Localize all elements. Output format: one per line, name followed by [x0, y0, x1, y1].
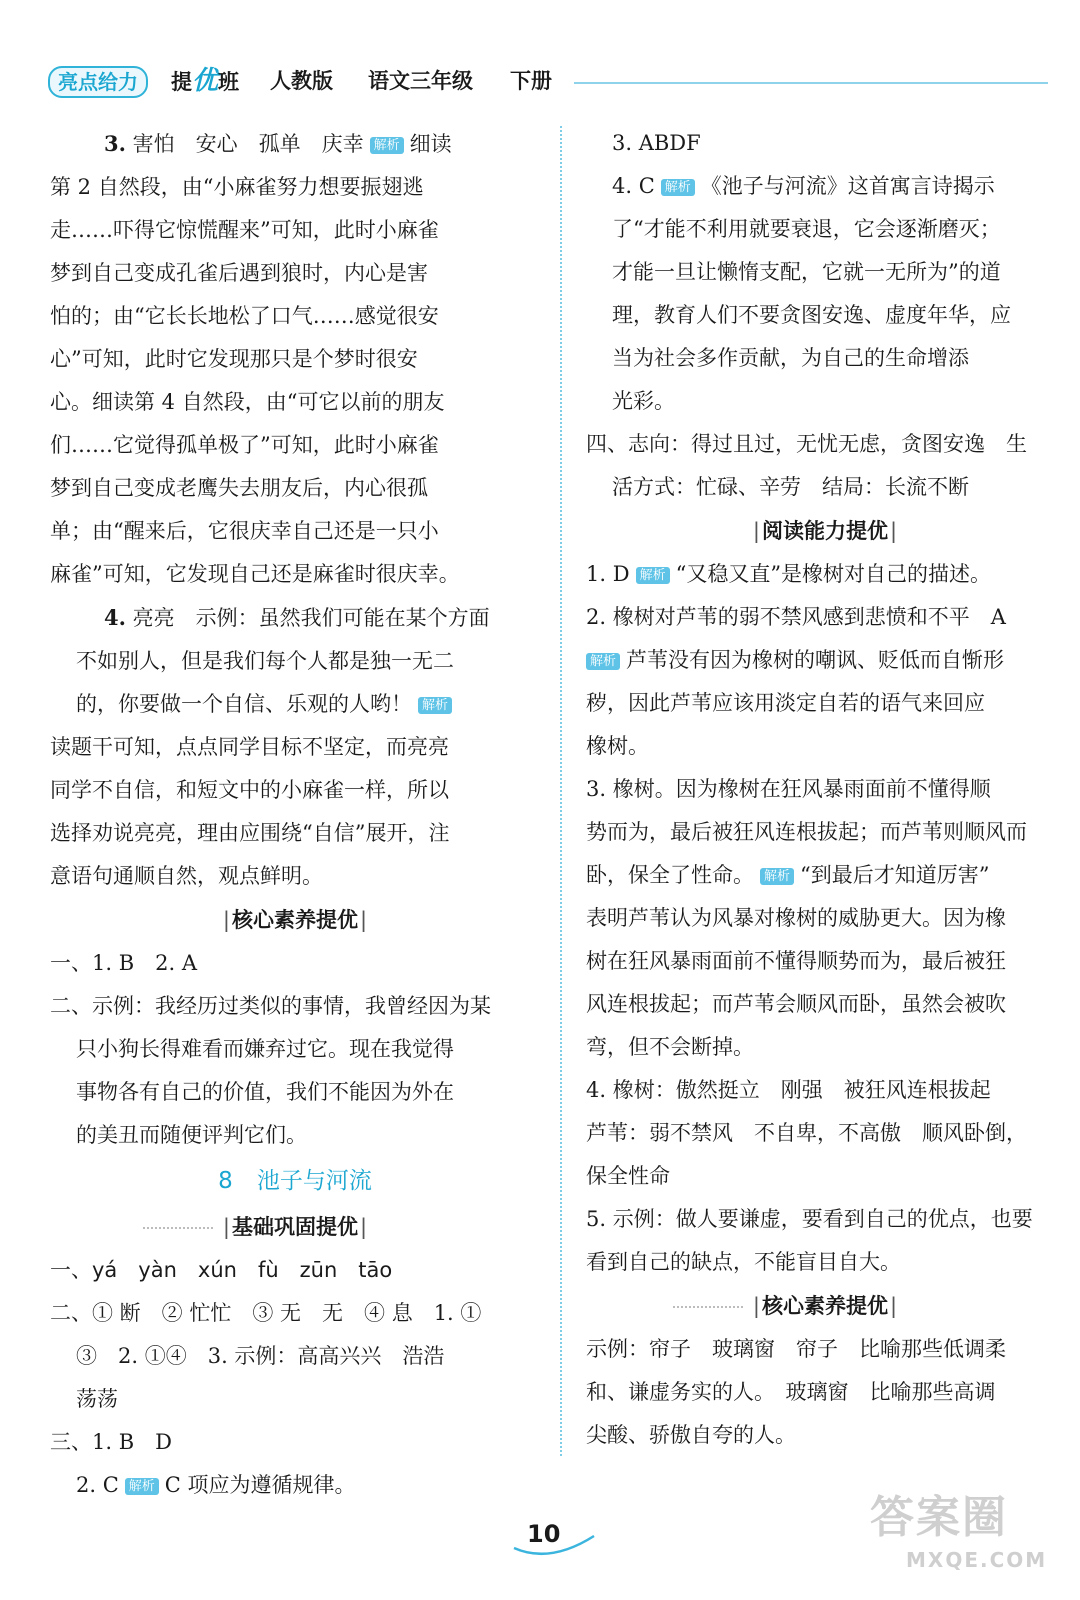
analysis-paragraph	[586, 682, 1064, 768]
text-line	[50, 1464, 540, 1507]
text-span: 的，你要做一个自信、乐观的人哟！	[76, 692, 412, 716]
section-heading-text: 阅读能力提优	[762, 519, 888, 543]
text-line: 只小狗长得难看而嫌弃过它。现在我觉得	[76, 1037, 454, 1061]
answer-3-line	[50, 122, 540, 166]
text-line: 怕的；由“它长长地松了口气……感觉很安	[50, 304, 439, 328]
text-line: 一、yá yàn xún fù zūn tāo	[50, 1258, 393, 1282]
series-title-post: 班	[218, 70, 240, 94]
text-line: 理，教育人们不要贪图安逸、虚度年华，应	[612, 303, 1011, 327]
text-line: 势而为，最后被狂风连根拔起；而芦苇则顺风而	[586, 820, 1027, 844]
section-heading: |阅读能力提优|	[752, 519, 898, 543]
text-line: 不如别人，但是我们每个人都是独一无二	[76, 649, 454, 673]
text-line: 树在狂风暴雨面前不懂得顺势而为，最后被狂	[586, 949, 1006, 973]
text-line: 弯，但不会断掉。	[586, 1035, 754, 1059]
text-line: 和、谦虚务实的人。 玻璃窗 比喻那些高调	[586, 1380, 996, 1404]
text-line: 3. ABDF	[612, 131, 701, 155]
analysis-paragraph	[50, 166, 540, 596]
text-line: 才能一旦让懒惰支配，它就一无所为”的道	[612, 260, 1001, 284]
watermark-text: 答案圈	[870, 1492, 1008, 1543]
brand-logo: 亮点给力	[48, 66, 148, 98]
text-line: 三、1. B D	[50, 1430, 172, 1454]
watermark-url: MXQE.COM	[906, 1548, 1048, 1572]
lesson-title	[50, 1157, 540, 1205]
analysis-paragraph	[586, 897, 1064, 1069]
text-line: 走……吓得它惊慌醒来”可知，此时小麻雀	[50, 218, 439, 242]
analysis-paragraph	[50, 726, 540, 898]
text-line: 二、示例：我经历过类似的事情，我曾经因为某	[50, 994, 491, 1018]
text-line: 麻雀”可知，它发现自己还是麻雀时很庆幸。	[50, 562, 460, 586]
answer-text: 4. C	[612, 174, 655, 198]
text-line: 秽，因此芦苇应该用淡定自若的语气来回应	[586, 691, 985, 715]
analysis-text: 芦苇没有因为橡树的嘲讽、贬低而自惭形	[626, 648, 1005, 672]
text-line: 第 2 自然段，由“小麻雀努力想要振翅逃	[50, 175, 424, 199]
text-line: 3. 橡树。因为橡树在狂风暴雨面前不懂得顺	[586, 777, 991, 801]
text-line: 5. 示例：做人要谦虚，要看到自己的优点，也要	[586, 1207, 1033, 1231]
analysis-text: “又稳又直”是橡树对自己的描述。	[675, 562, 992, 586]
analysis-tag: 解析	[661, 179, 695, 196]
series-title-pre: 提	[171, 70, 192, 94]
header-divider	[574, 82, 1048, 84]
text-line: 梦到自己变成老鹰失去朋友后，内心很孤	[50, 476, 428, 500]
analysis-tag: 解析	[370, 137, 404, 154]
text-line: 示例：帘子 玻璃窗 帘子 比喻那些低调柔	[586, 1337, 1006, 1361]
text-line: 心”可知，此时它发现那只是个梦时很安	[50, 347, 418, 371]
right-column	[586, 122, 1064, 1457]
answer-text: 害怕 安心 孤单 庆幸	[125, 132, 364, 156]
text-line: 读题干可知，点点同学目标不坚定，而亮亮	[50, 735, 449, 759]
series-title-you: 优	[192, 66, 219, 96]
page-header	[48, 62, 1048, 102]
text-line	[586, 165, 1064, 208]
section-heading-text: 核心素养提优	[762, 1294, 888, 1318]
section-heading: |核心素养提优|	[222, 908, 368, 932]
section-heading-text: 核心素养提优	[232, 908, 358, 932]
page-number-swoosh-icon	[510, 1530, 600, 1560]
analysis-tag: 解析	[760, 868, 794, 885]
series-title	[171, 66, 239, 97]
text-line: 芦苇：弱不禁风 不自卑，不高傲 顺风卧倒，	[586, 1121, 1027, 1145]
text-line: 二、① 断 ② 忙忙 ③ 无 无 ④ 息 1. ①	[50, 1301, 482, 1325]
text-line	[586, 639, 1064, 682]
text-line: 四、志向：得过且过，无忧无虑，贪图安逸 生	[586, 432, 1027, 456]
analysis-tag: 解析	[586, 653, 620, 670]
answer-text: 卧，保全了性命。	[586, 863, 754, 887]
volume-label: 下册	[510, 69, 552, 93]
page-number: 10	[527, 1520, 561, 1548]
answer-text: 亮亮 示例：虽然我们可能在某个方面	[125, 606, 490, 630]
text-line: 选择劝说亮亮，理由应围绕“自信”展开，注	[50, 821, 450, 845]
watermark	[870, 1490, 1060, 1590]
lesson-number: 8	[218, 1168, 233, 1194]
left-column	[50, 122, 540, 1507]
analysis-text: 细读	[409, 132, 452, 156]
section-heading: |核心素养提优|	[586, 1284, 1064, 1328]
text-line: 尖酸、骄傲自夸的人。	[586, 1423, 796, 1447]
text-line: 意语句通顺自然，观点鲜明。	[50, 864, 323, 888]
text-line: 活方式：忙碌、辛劳 结局：长流不断	[612, 475, 969, 499]
subject-label: 语文三年级	[368, 69, 473, 93]
analysis-text: 《池子与河流》这首寓言诗揭示	[700, 174, 995, 198]
text-line: 荡荡	[76, 1387, 118, 1411]
text-line: 光彩。	[612, 389, 675, 413]
analysis-paragraph	[586, 208, 1064, 423]
text-line: 梦到自己变成孔雀后遇到狼时，内心是害	[50, 261, 428, 285]
text-line	[586, 553, 1064, 596]
text-line	[50, 683, 540, 726]
text-line: 当为社会多作贡献，为自己的生命增添	[612, 346, 969, 370]
section-heading: |基础巩固提优|	[50, 1205, 540, 1249]
text-line: 橡树。	[586, 734, 649, 758]
text-line: 表明芦苇认为风暴对橡树的威胁更大。因为橡	[586, 906, 1006, 930]
answer-number: 3.	[104, 131, 126, 156]
text-line: 了“才能不利用就要衰退，它会逐渐磨灭；	[612, 217, 1001, 241]
analysis-text: “到最后才知道厉害”	[800, 863, 990, 887]
text-line: 同学不自信，和短文中的小麻雀一样，所以	[50, 778, 449, 802]
text-line: 一、1. B 2. A	[50, 951, 198, 975]
text-line: 心。细读第 4 自然段，由“可它以前的朋友	[50, 390, 445, 414]
answer-text: 1. D	[586, 562, 630, 586]
column-divider	[560, 126, 562, 1456]
answer-text: 2. C	[76, 1473, 119, 1497]
text-line: 风连根拔起；而芦苇会顺风而卧，虽然会被吹	[586, 992, 1006, 1016]
text-line: 2. 橡树对芦苇的弱不禁风感到悲愤和不平 A	[586, 605, 1006, 629]
text-line: ③ 2. ①④ 3. 示例：高高兴兴 浩浩	[76, 1344, 445, 1368]
analysis-tag: 解析	[418, 697, 452, 714]
text-line: 事物各有自己的价值，我们不能因为外在	[76, 1080, 454, 1104]
edition-label: 人教版	[270, 69, 333, 93]
text-line: 单；由“醒来后，它很庆幸自己还是一只小	[50, 519, 439, 543]
analysis-tag: 解析	[636, 567, 670, 584]
answer-4-line	[50, 596, 540, 640]
answer-number: 4.	[104, 605, 126, 630]
analysis-tag: 解析	[125, 1478, 159, 1495]
text-line: 看到自己的缺点，不能盲目自大。	[586, 1250, 901, 1274]
text-line	[586, 854, 1064, 897]
text-line: 4. 橡树：傲然挺立 刚强 被狂风连根拔起	[586, 1078, 991, 1102]
text-line: 们……它觉得孤单极了”可知，此时小麻雀	[50, 433, 439, 457]
text-line: 保全性命	[586, 1164, 670, 1188]
lesson-name: 池子与河流	[256, 1168, 372, 1194]
answer-paragraph	[50, 1028, 540, 1157]
analysis-text: C 项应为遵循规律。	[164, 1473, 356, 1497]
section-heading-text: 基础巩固提优	[232, 1215, 358, 1239]
text-line: 的美丑而随便评判它们。	[76, 1123, 307, 1147]
